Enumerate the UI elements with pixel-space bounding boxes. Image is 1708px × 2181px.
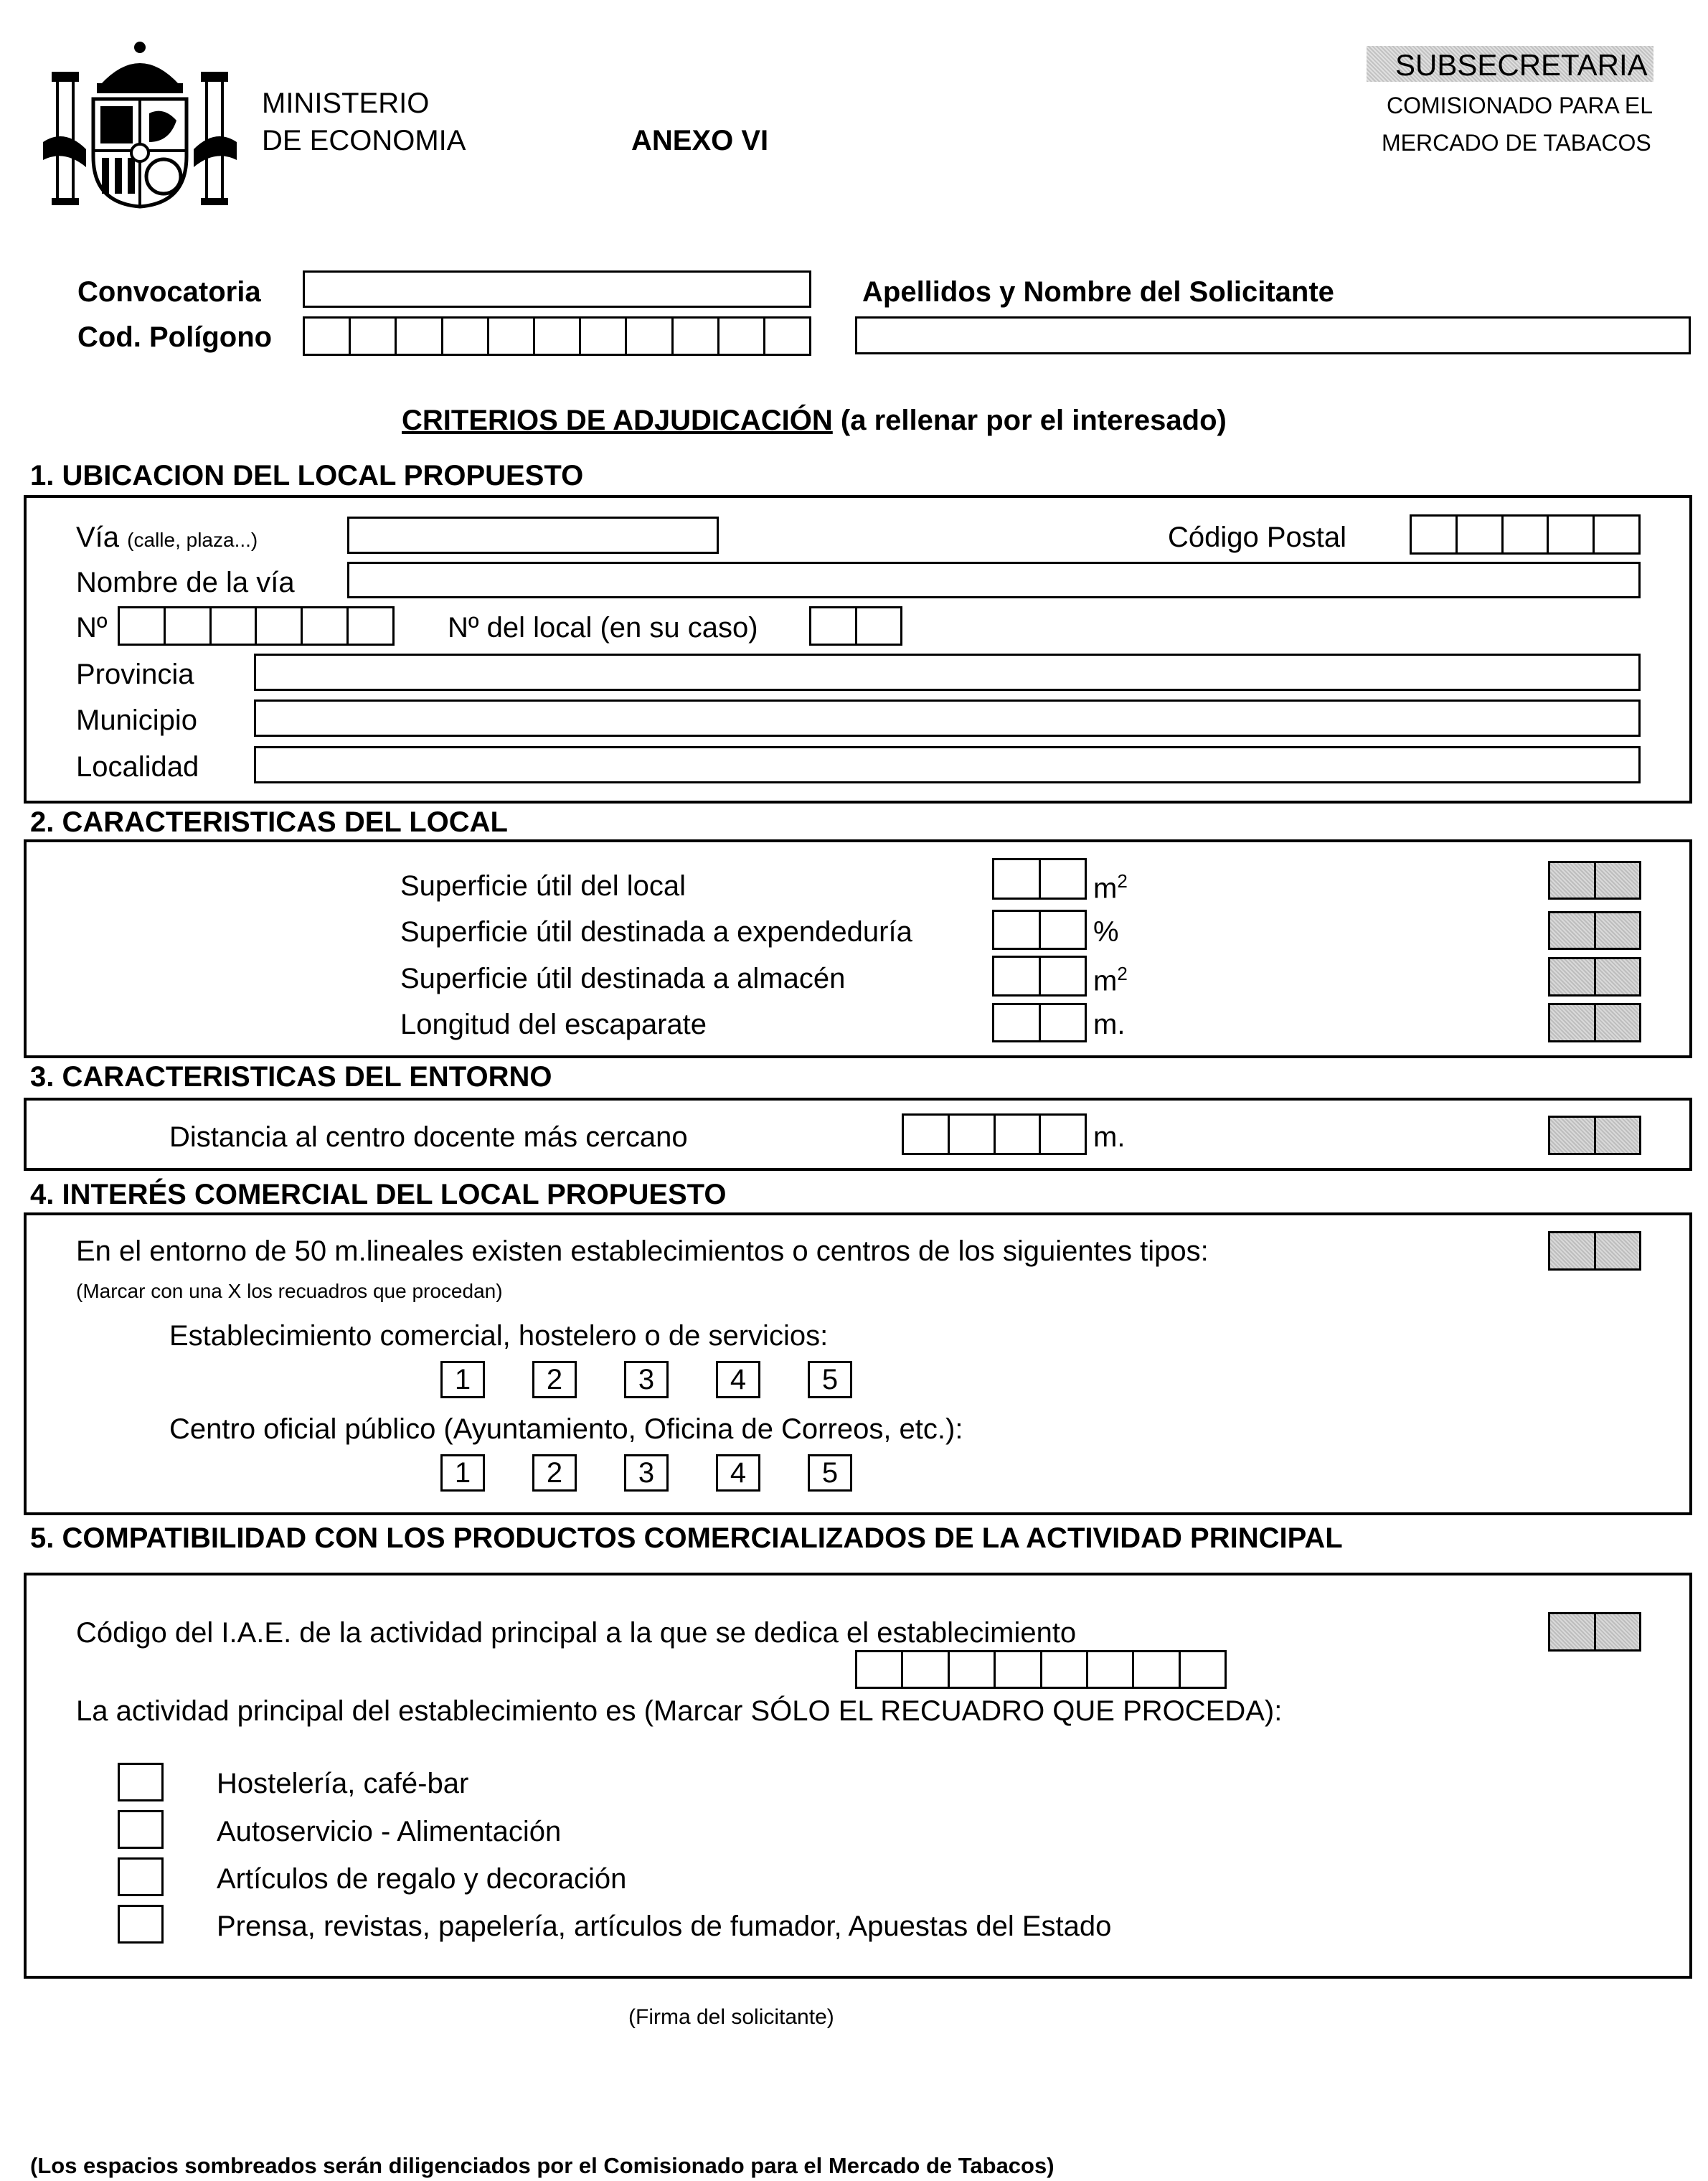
longitud-escaparate-input[interactable] [992, 1003, 1087, 1042]
nombre-via-label: Nombre de la vía [76, 567, 295, 598]
section-2-title: 2. CARACTERISTICAS DEL LOCAL [30, 806, 508, 838]
section-3-title: 3. CARACTERISTICAS DEL ENTORNO [30, 1061, 552, 1093]
group-1-option-1[interactable]: 1 [440, 1361, 485, 1398]
superficie-expendeduria-unit: % [1093, 916, 1119, 948]
solicitante-input[interactable] [855, 316, 1691, 354]
superficie-util-label: Superficie útil del local [400, 870, 686, 902]
provincia-label: Provincia [76, 659, 194, 690]
criterios-title-underlined: CRITERIOS DE ADJUDICACIÓN [402, 405, 833, 436]
superficie-almacen-label: Superficie útil destinada a almacén [400, 963, 846, 994]
longitud-escaparate-unit: m. [1093, 1009, 1126, 1040]
ministry-line-1: MINISTERIO [262, 88, 430, 119]
superficie-almacen-unit: $m^2$ [1093, 963, 1128, 997]
superficie-almacen-shaded-box [1548, 957, 1641, 997]
criterios-title-rest: (a rellenar por el interesado) [832, 405, 1227, 436]
municipio-label: Municipio [76, 705, 197, 736]
via-label-text: Vía [76, 522, 120, 553]
poligono-code-input[interactable] [303, 316, 811, 356]
solicitante-label: Apellidos y Nombre del Solicitante [862, 276, 1334, 308]
superficie-util-shaded-box [1548, 861, 1641, 900]
numero-input[interactable] [118, 606, 395, 646]
distancia-label: Distancia al centro docente más cercano [169, 1121, 688, 1153]
via-input[interactable] [347, 517, 719, 554]
superficie-util-unit: $m^2$ [1093, 870, 1128, 905]
actividad-checkbox-autoservicio[interactable] [118, 1810, 164, 1849]
codigo-postal-label: Código Postal [1168, 522, 1347, 553]
num-local-label: Nº del local (en su caso) [448, 612, 758, 644]
comisionado-line-1: COMISIONADO PARA EL [1387, 93, 1653, 118]
group-2-option-2[interactable]: 2 [532, 1454, 577, 1492]
interes-intro: En el entorno de 50 m.lineales existen establecimientos o centros de los siguientes tipos: [76, 1235, 1209, 1267]
actividad-option-hosteleria: Hostelería, café-bar [217, 1768, 469, 1799]
subsecretaria-label: SUBSECRETARIA [1395, 48, 1648, 82]
superficie-expendeduria-input[interactable] [992, 910, 1087, 950]
superficie-expendeduria-label: Superficie útil destinada a expendeduría [400, 916, 912, 948]
section-2-box [24, 839, 1692, 1058]
localidad-label: Localidad [76, 751, 199, 783]
section-5-title: 5. COMPATIBILIDAD CON LOS PRODUCTOS COMERCIALIZADOS DE LA ACTIVIDAD PRINCIPAL [30, 1522, 1343, 1554]
section-1-title: 1. UBICACION DEL LOCAL PROPUESTO [30, 460, 584, 491]
interes-shaded-box [1548, 1231, 1641, 1271]
group-1-option-3[interactable]: 3 [624, 1361, 669, 1398]
convocatoria-input[interactable] [303, 270, 811, 308]
actividad-label: La actividad principal del establecimiento es (Marcar SÓLO EL RECUADRO QUE PROCEDA): [76, 1695, 1283, 1727]
iae-label: Código del I.A.E. de la actividad principal a la que se dedica el establecimiento [76, 1617, 1077, 1649]
superficie-util-input[interactable] [992, 858, 1087, 900]
actividad-checkbox-hosteleria[interactable] [118, 1763, 164, 1801]
poligono-label: Cod. Polígono [77, 321, 273, 353]
distancia-unit: m. [1093, 1121, 1126, 1153]
comisionado-line-2: MERCADO DE TABACOS [1382, 130, 1651, 156]
actividad-option-prensa: Prensa, revistas, papelería, artículos de fumador, Apuestas del Estado [217, 1911, 1112, 1942]
actividad-option-autoservicio: Autoservicio - Alimentación [217, 1816, 562, 1847]
actividad-option-regalo: Artículos de regalo y decoración [217, 1863, 627, 1895]
group-1-label: Establecimiento comercial, hostelero o de servicios: [169, 1320, 829, 1352]
group-2-option-3[interactable]: 3 [624, 1454, 669, 1492]
provincia-input[interactable] [254, 654, 1641, 691]
codigo-postal-input[interactable] [1410, 514, 1641, 555]
group-2-label: Centro oficial público (Ayuntamiento, Oficina de Correos, etc.): [169, 1413, 963, 1445]
group-2-option-4[interactable]: 4 [716, 1454, 760, 1492]
ministry-line-2: DE ECONOMIA [262, 125, 466, 156]
localidad-input[interactable] [254, 746, 1641, 783]
distancia-shaded-box [1548, 1116, 1641, 1155]
numero-label: Nº [76, 612, 108, 644]
actividad-checkbox-prensa[interactable] [118, 1905, 164, 1944]
municipio-input[interactable] [254, 699, 1641, 737]
coat-of-arms-logo [43, 34, 237, 214]
via-label [76, 523, 258, 552]
num-local-input[interactable] [809, 606, 902, 646]
interes-note: (Marcar con una X los recuadros que procedan) [76, 1280, 503, 1302]
via-hint: (calle, plaza...) [127, 529, 258, 551]
criterios-title [402, 406, 1227, 435]
anexo-title: ANEXO VI [631, 125, 769, 156]
group-1-option-4[interactable]: 4 [716, 1361, 760, 1398]
group-2-option-1[interactable]: 1 [440, 1454, 485, 1492]
distancia-input[interactable] [902, 1113, 1087, 1155]
superficie-almacen-input[interactable] [992, 956, 1087, 997]
actividad-checkbox-regalo[interactable] [118, 1857, 164, 1896]
group-1-option-2[interactable]: 2 [532, 1361, 577, 1398]
superficie-expendeduria-shaded-box [1548, 911, 1641, 950]
group-1-option-5[interactable]: 5 [808, 1361, 852, 1398]
nombre-via-input[interactable] [347, 562, 1641, 598]
firma-label: (Firma del solicitante) [628, 2005, 834, 2029]
longitud-escaparate-shaded-box [1548, 1003, 1641, 1042]
iae-shaded-box [1548, 1612, 1641, 1652]
section-4-title: 4. INTERÉS COMERCIAL DEL LOCAL PROPUESTO [30, 1179, 727, 1210]
convocatoria-label: Convocatoria [77, 276, 261, 308]
iae-code-input[interactable] [855, 1650, 1227, 1689]
footer-note: (Los espacios sombreados serán diligenciados por el Comisionado para el Mercado de Tabacos) [30, 2153, 1054, 2178]
longitud-escaparate-label: Longitud del escaparate [400, 1009, 707, 1040]
group-2-option-5[interactable]: 5 [808, 1454, 852, 1492]
